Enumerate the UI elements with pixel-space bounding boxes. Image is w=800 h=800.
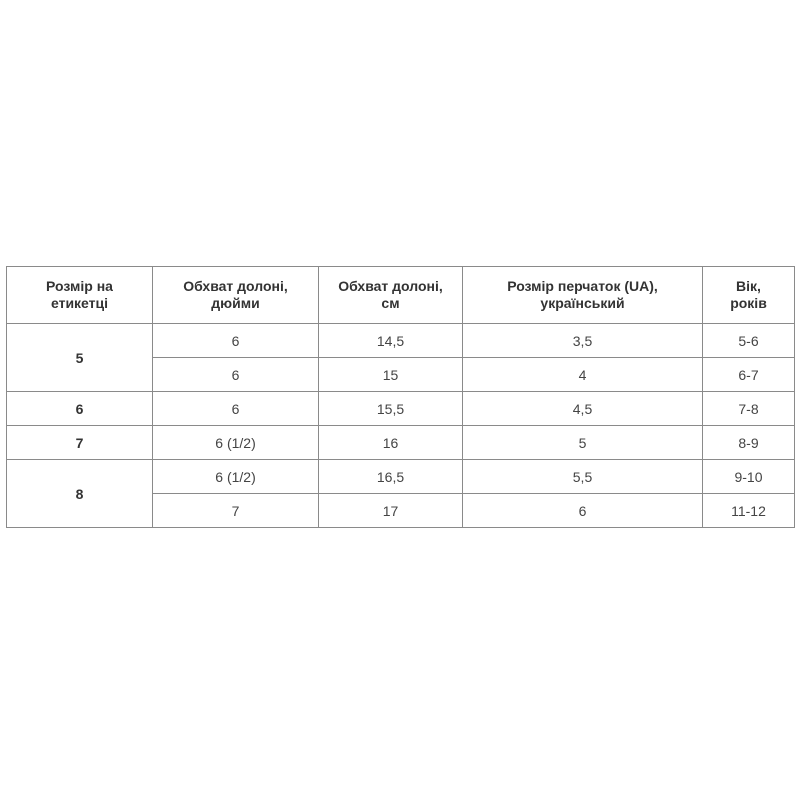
header-age-line1: Вік, <box>736 278 761 294</box>
header-label-size-line1: Розмір на <box>46 278 113 294</box>
table-row <box>7 460 795 494</box>
header-palm-inches <box>153 267 319 324</box>
label-size-cell: 6 <box>7 392 153 426</box>
palm-cm-cell: 17 <box>319 494 463 528</box>
header-ua-size <box>463 267 703 324</box>
ua-size-cell: 4 <box>463 358 703 392</box>
ua-size-cell: 4,5 <box>463 392 703 426</box>
age-cell: 11-12 <box>703 494 795 528</box>
palm-cm-cell: 15,5 <box>319 392 463 426</box>
header-ua-size-line2: український <box>540 295 625 311</box>
header-label-size <box>7 267 153 324</box>
palm-cm-cell: 14,5 <box>319 324 463 358</box>
palm-inches-cell: 6 (1/2) <box>153 460 319 494</box>
ua-size-cell: 6 <box>463 494 703 528</box>
label-size-cell: 5 <box>7 324 153 392</box>
palm-cm-cell: 16,5 <box>319 460 463 494</box>
label-size-cell: 7 <box>7 426 153 460</box>
header-palm-inches-line1: Обхват долоні, <box>183 278 288 294</box>
header-palm-cm <box>319 267 463 324</box>
palm-inches-cell: 6 <box>153 392 319 426</box>
glove-size-table <box>6 266 795 528</box>
palm-inches-cell: 6 <box>153 358 319 392</box>
age-cell: 9-10 <box>703 460 795 494</box>
age-cell: 7-8 <box>703 392 795 426</box>
header-age-line2: років <box>730 295 767 311</box>
palm-cm-cell: 15 <box>319 358 463 392</box>
ua-size-cell: 3,5 <box>463 324 703 358</box>
palm-inches-cell: 6 <box>153 324 319 358</box>
age-cell: 6-7 <box>703 358 795 392</box>
age-cell: 8-9 <box>703 426 795 460</box>
palm-inches-cell: 6 (1/2) <box>153 426 319 460</box>
header-label-size-line2: етикетці <box>50 295 109 311</box>
header-palm-inches-line2: дюйми <box>211 295 260 311</box>
age-cell: 5-6 <box>703 324 795 358</box>
ua-size-cell: 5,5 <box>463 460 703 494</box>
label-size-cell: 8 <box>7 460 153 528</box>
header-age <box>703 267 795 324</box>
palm-cm-cell: 16 <box>319 426 463 460</box>
table-row <box>7 324 795 358</box>
table-row <box>7 426 795 460</box>
palm-inches-cell: 7 <box>153 494 319 528</box>
table-row <box>7 392 795 426</box>
header-palm-cm-line1: Обхват долоні, <box>338 278 443 294</box>
header-ua-size-line1: Розмір перчаток (UA), <box>507 278 658 294</box>
header-row <box>7 267 795 324</box>
header-palm-cm-line2: см <box>381 295 400 311</box>
ua-size-cell: 5 <box>463 426 703 460</box>
table-header <box>7 267 795 324</box>
table-body <box>7 324 795 528</box>
